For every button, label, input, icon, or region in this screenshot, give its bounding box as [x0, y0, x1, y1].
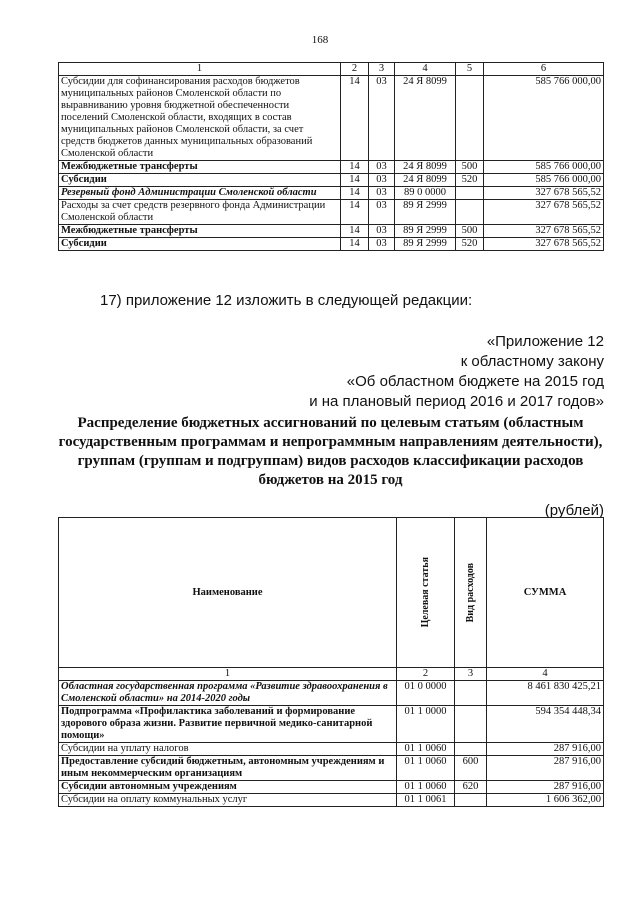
table-row	[59, 174, 604, 187]
header-name: Наименование	[59, 518, 397, 668]
header-cell: 6	[484, 63, 604, 76]
table-row	[59, 200, 604, 225]
cell-c4: 89 Я 2999	[395, 200, 456, 225]
cell-c4: 89 0 0000	[395, 187, 456, 200]
cell-c3: 03	[369, 174, 395, 187]
cell-c2: 14	[341, 174, 369, 187]
cell-name: Межбюджетные трансферты	[59, 161, 341, 174]
cell-c5: 520	[456, 238, 484, 251]
cell-c4: 24 Я 8099	[395, 76, 456, 161]
cell-sum: 594 354 448,34	[487, 706, 604, 743]
header-cell: 2	[341, 63, 369, 76]
cell-target: 01 1 0060	[397, 756, 455, 781]
table-row	[59, 743, 604, 756]
cell-c5: 500	[456, 161, 484, 174]
header-target-wrap	[397, 518, 455, 668]
table-row	[59, 187, 604, 200]
header-type: Вид расходов	[464, 562, 476, 623]
cell-sum: 1 606 362,00	[487, 794, 604, 807]
cell-name: Субсидии на оплату коммунальных услуг	[59, 794, 397, 807]
appendix-heading	[309, 332, 604, 412]
cell-c3: 03	[369, 161, 395, 174]
cell-c2: 14	[341, 225, 369, 238]
cell-c6: 585 766 000,00	[484, 174, 604, 187]
cell-c6: 585 766 000,00	[484, 76, 604, 161]
cell-name: Межбюджетные трансферты	[59, 225, 341, 238]
header-cell: 5	[456, 63, 484, 76]
cell-type: 600	[455, 756, 487, 781]
header-cell: 3	[369, 63, 395, 76]
header-target: Целевая статья	[419, 557, 431, 628]
cell-c4: 24 Я 8099	[395, 174, 456, 187]
header-cell: 4	[395, 63, 456, 76]
cell-name: Субсидии	[59, 238, 341, 251]
column-number: 3	[455, 668, 487, 681]
appendix-line: «Приложение 12	[486, 333, 604, 350]
table-row	[59, 238, 604, 251]
cell-c4: 89 Я 2999	[395, 238, 456, 251]
cell-name: Субсидии автономным учреждениям	[59, 781, 397, 794]
cell-name: Резервный фонд Администрации Смоленской области	[59, 187, 341, 200]
column-number: 2	[397, 668, 455, 681]
header-type-wrap	[455, 518, 487, 668]
column-number-row	[59, 668, 604, 681]
column-number: 4	[487, 668, 604, 681]
cell-sum: 8 461 830 425,21	[487, 681, 604, 706]
table-row	[59, 781, 604, 794]
cell-sum: 287 916,00	[487, 781, 604, 794]
cell-c2: 14	[341, 200, 369, 225]
cell-c3: 03	[369, 238, 395, 251]
cell-type: 620	[455, 781, 487, 794]
cell-c3: 03	[369, 76, 395, 161]
cell-c3: 03	[369, 225, 395, 238]
cell-c5	[456, 200, 484, 225]
cell-name: Предоставление субсидий бюджетным, автономным учреждениям и иным некоммерческим организациям	[59, 756, 397, 781]
cell-name: Субсидии для софинансирования расходов бюджетов муниципальных районов Смоленской области по выравниванию уровня бюджетной обеспеченности поселений Смоленской области, входящих в состав муниципальных районов Смоленской области, за счет средств бюджетов данных муниципальных образований Смоленской области	[59, 76, 341, 161]
cell-target: 01 1 0000	[397, 706, 455, 743]
cell-target: 01 0 0000	[397, 681, 455, 706]
cell-c6: 327 678 565,52	[484, 187, 604, 200]
unit-label: (рублей)	[544, 502, 604, 519]
cell-target: 01 1 0060	[397, 743, 455, 756]
cell-type	[455, 706, 487, 743]
budget-table-continuation	[58, 62, 604, 251]
cell-c2: 14	[341, 76, 369, 161]
table-row	[59, 76, 604, 161]
cell-c5: 500	[456, 225, 484, 238]
cell-c6: 327 678 565,52	[484, 200, 604, 225]
cell-name: Областная государственная программа «Развитие здравоохранения в Смоленской области» на 2014-2020 годы	[59, 681, 397, 706]
cell-target: 01 1 0061	[397, 794, 455, 807]
appendix-line: и на плановый период 2016 и 2017 годов»	[309, 393, 604, 410]
cell-c6: 327 678 565,52	[484, 225, 604, 238]
cell-c6: 327 678 565,52	[484, 238, 604, 251]
cell-name: Подпрограмма «Профилактика заболеваний и формирование здорового образа жизни. Развитие первичной медико-санитарной помощи»	[59, 706, 397, 743]
table-row	[59, 225, 604, 238]
table-row	[59, 706, 604, 743]
cell-c2: 14	[341, 238, 369, 251]
table-row	[59, 756, 604, 781]
header-sum: СУММА	[487, 518, 604, 668]
appendix-line: к областному закону	[460, 353, 604, 370]
appendix-line: «Об областном бюджете на 2015 год	[346, 373, 604, 390]
column-number: 1	[59, 668, 397, 681]
cell-c5: 520	[456, 174, 484, 187]
cell-sum: 287 916,00	[487, 756, 604, 781]
cell-name: Расходы за счет средств резервного фонда Администрации Смоленской области	[59, 200, 341, 225]
cell-target: 01 1 0060	[397, 781, 455, 794]
cell-type	[455, 794, 487, 807]
cell-c4: 24 Я 8099	[395, 161, 456, 174]
document-title: Распределение бюджетных ассигнований по целевым статьям (областным государственным программам и непрограммным направлениям деятельности), группам (группам и подгруппам) видов расходов классификации расходов бюджетов на 2015 год	[58, 415, 603, 488]
cell-c2: 14	[341, 161, 369, 174]
cell-c2: 14	[341, 187, 369, 200]
cell-sum: 287 916,00	[487, 743, 604, 756]
cell-c5	[456, 187, 484, 200]
budget-allocation-table	[58, 517, 604, 807]
cell-type	[455, 681, 487, 706]
cell-c5	[456, 76, 484, 161]
amendment-instruction: 17) приложение 12 изложить в следующей редакции:	[100, 292, 473, 309]
table-header-row	[59, 518, 604, 668]
header-cell: 1	[59, 63, 341, 76]
table-row	[59, 794, 604, 807]
cell-name: Субсидии на уплату налогов	[59, 743, 397, 756]
page-number: 168	[311, 34, 329, 46]
cell-c6: 585 766 000,00	[484, 161, 604, 174]
cell-name: Субсидии	[59, 174, 341, 187]
table-row	[59, 161, 604, 174]
table-header-row	[59, 63, 604, 76]
table-row	[59, 681, 604, 706]
cell-c3: 03	[369, 200, 395, 225]
cell-type	[455, 743, 487, 756]
cell-c3: 03	[369, 187, 395, 200]
cell-c4: 89 Я 2999	[395, 225, 456, 238]
